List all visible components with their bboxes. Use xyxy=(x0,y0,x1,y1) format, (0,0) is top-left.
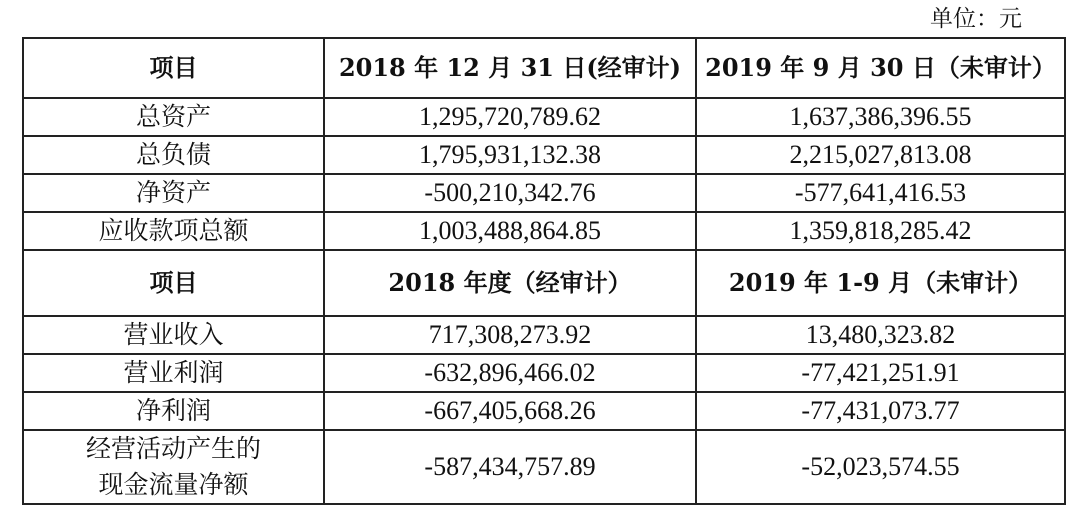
row-label: 总负债 xyxy=(23,136,324,174)
row-value-2018: 1,003,488,864.85 xyxy=(324,212,696,250)
table-row xyxy=(23,174,1065,212)
row-label: 应收款项总额 xyxy=(23,212,324,250)
row-value-2019: -77,421,251.91 xyxy=(696,354,1065,392)
header-2019-sep-30: 2019 年 9 月 30 日（未审计） xyxy=(696,38,1065,98)
header-2018-annual: 2018 年度（经审计） xyxy=(324,250,696,316)
table-row xyxy=(23,354,1065,392)
table-row xyxy=(23,212,1065,250)
row-value-2019: -52,023,574.55 xyxy=(696,430,1065,504)
row-value-2018: -500,210,342.76 xyxy=(324,174,696,212)
row-value-2018: -667,405,668.26 xyxy=(324,392,696,430)
row-value-2019: 2,215,027,813.08 xyxy=(696,136,1065,174)
row-value-2018: 1,795,931,132.38 xyxy=(324,136,696,174)
row-label: 总资产 xyxy=(23,98,324,136)
table-row xyxy=(23,430,1065,504)
row-value-2019: 13,480,323.82 xyxy=(696,316,1065,354)
unit-label: 单位：元 xyxy=(930,6,1022,32)
row-value-2019: -577,641,416.53 xyxy=(696,174,1065,212)
table-header-row xyxy=(23,38,1065,98)
header-item: 项目 xyxy=(23,38,324,98)
table-row xyxy=(23,98,1065,136)
row-label: 净利润 xyxy=(23,392,324,430)
financial-table xyxy=(22,37,1066,505)
row-value-2019: 1,359,818,285.42 xyxy=(696,212,1065,250)
header-2018-year-end: 2018 年 12 月 31 日(经审计) xyxy=(324,38,696,98)
table-row xyxy=(23,316,1065,354)
table-subheader-row xyxy=(23,250,1065,316)
row-label: 营业收入 xyxy=(23,316,324,354)
row-value-2018: -587,434,757.89 xyxy=(324,430,696,504)
row-label-line2: 现金流量净额 xyxy=(98,470,249,499)
table-row xyxy=(23,392,1065,430)
row-label: 净资产 xyxy=(23,174,324,212)
header-2019-jan-sep: 2019 年 1-9 月（未审计） xyxy=(696,250,1065,316)
table-row xyxy=(23,136,1065,174)
row-value-2018: 717,308,273.92 xyxy=(324,316,696,354)
row-label-line1: 经营活动产生的 xyxy=(85,434,261,463)
row-value-2018: 1,295,720,789.62 xyxy=(324,98,696,136)
row-label xyxy=(23,430,324,504)
header-item: 项目 xyxy=(23,250,324,316)
row-label: 营业利润 xyxy=(23,354,324,392)
row-value-2018: -632,896,466.02 xyxy=(324,354,696,392)
row-value-2019: -77,431,073.77 xyxy=(696,392,1065,430)
row-value-2019: 1,637,386,396.55 xyxy=(696,98,1065,136)
